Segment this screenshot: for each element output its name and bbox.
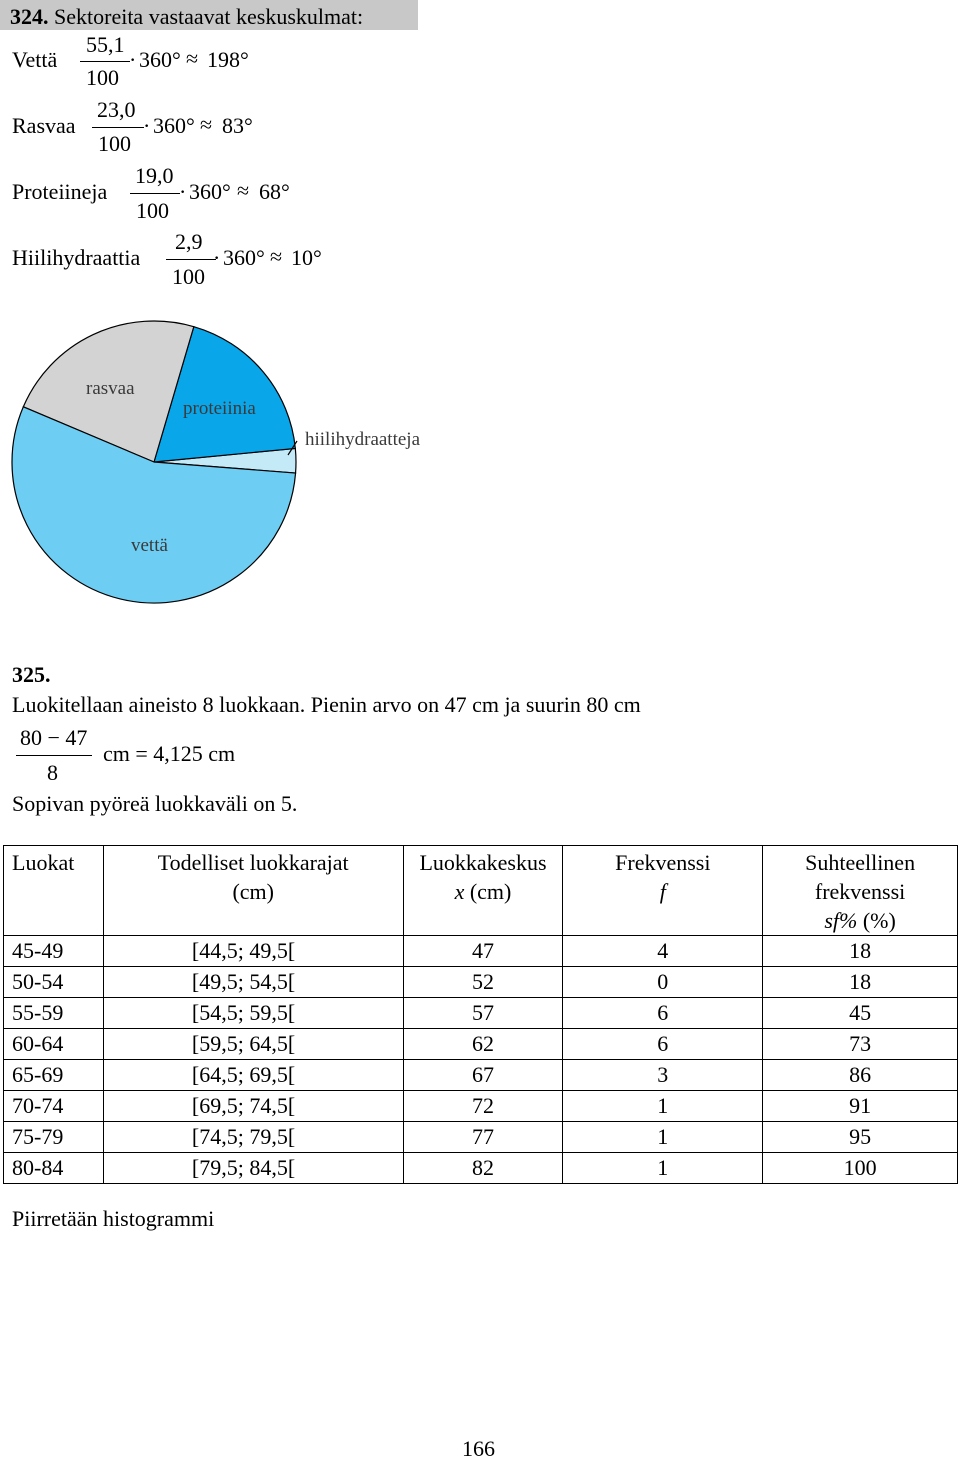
approx-sign: ≈ — [186, 46, 199, 71]
table-cell: 1 — [563, 1091, 763, 1122]
table-cell: 82 — [403, 1153, 563, 1184]
table-cell: 3 — [563, 1060, 763, 1091]
table-cell: 100 — [763, 1153, 958, 1184]
table-cell: 91 — [763, 1091, 958, 1122]
fraction-numerator: 55,1 — [86, 32, 125, 57]
table-cell: 95 — [763, 1122, 958, 1153]
angle-360: 360° — [139, 47, 181, 72]
exercise-title: Sektoreita vastaavat keskuskulmat: — [54, 4, 364, 29]
table-cell: 50-54 — [4, 967, 104, 998]
table-cell: 45 — [763, 998, 958, 1029]
approx-sign: ≈ — [270, 244, 283, 269]
table-cell: 4 — [563, 936, 763, 967]
table-cell: [69,5; 74,5[ — [103, 1091, 403, 1122]
table-cell: 52 — [403, 967, 563, 998]
pie-label-rasvaa: rasvaa — [86, 378, 135, 399]
fraction-numerator: 80 − 47 — [20, 725, 88, 750]
angle-360: 360° — [153, 113, 195, 138]
table-cell: 80-84 — [4, 1153, 104, 1184]
table-row — [4, 936, 958, 967]
table-cell: 65-69 — [4, 1060, 104, 1091]
fraction-numerator: 23,0 — [97, 97, 136, 122]
table-cell: 57 — [403, 998, 563, 1029]
fraction-bar — [16, 755, 92, 756]
exercise-325-line1: Luokitellaan aineisto 8 luokkaan. Pienin arvo on 47 cm ja suurin 80 cm — [12, 692, 641, 717]
table-cell: 1 — [563, 1153, 763, 1184]
exercise-number: 324. — [10, 4, 49, 29]
table-cell: 86 — [763, 1060, 958, 1091]
table-row — [4, 998, 958, 1029]
table-row — [4, 967, 958, 998]
table-row — [4, 1153, 958, 1184]
fraction-denominator: 8 — [47, 760, 58, 785]
table-cell: 6 — [563, 998, 763, 1029]
pie-chart — [0, 300, 960, 620]
fraction-bar — [80, 61, 130, 62]
row-name: Proteiineja — [12, 179, 108, 204]
multiply-dot: · — [213, 245, 221, 270]
column-header: Luokkakeskus x (cm) — [403, 846, 563, 936]
row-name: Rasvaa — [12, 113, 76, 138]
row-name: Vettä — [12, 47, 58, 72]
column-header: Todelliset luokkarajat (cm) — [103, 846, 403, 936]
angle-result: 10° — [291, 245, 322, 270]
row-name: Hiilihydraattia — [12, 245, 141, 270]
table-cell: 55-59 — [4, 998, 104, 1029]
frequency-table — [3, 845, 958, 1184]
table-cell: 70-74 — [4, 1091, 104, 1122]
table-row — [4, 1122, 958, 1153]
pie-label-proteiinia: proteiinia — [183, 398, 256, 419]
multiply-dot: · — [179, 179, 187, 204]
fraction-numerator: 2,9 — [175, 229, 203, 254]
pie-label-hiilihydraatteja: hiilihydraatteja — [305, 429, 421, 450]
angle-result: 83° — [222, 113, 253, 138]
table-cell: [79,5; 84,5[ — [103, 1153, 403, 1184]
table-cell: [59,5; 64,5[ — [103, 1029, 403, 1060]
footer-text: Piirretään histogrammi — [12, 1206, 215, 1231]
table-cell: [54,5; 59,5[ — [103, 998, 403, 1029]
table-cell: 75-79 — [4, 1122, 104, 1153]
table-cell: 77 — [403, 1122, 563, 1153]
table-cell: 18 — [763, 936, 958, 967]
exercise-324-header — [0, 0, 418, 30]
column-header: Luokat — [4, 846, 104, 936]
multiply-dot: · — [129, 47, 137, 72]
angle-360: 360° — [223, 245, 265, 270]
exercise-325-line3: Sopivan pyöreä luokkaväli on 5. — [12, 791, 298, 816]
table-cell: [44,5; 49,5[ — [103, 936, 403, 967]
fraction-bar — [92, 127, 144, 128]
table-cell: [49,5; 54,5[ — [103, 967, 403, 998]
table-cell: 67 — [403, 1060, 563, 1091]
column-header: Frekvenssi f — [563, 846, 763, 936]
fraction-bar — [166, 259, 216, 260]
fraction-denominator: 100 — [136, 198, 169, 223]
table-cell: [74,5; 79,5[ — [103, 1122, 403, 1153]
angle-360: 360° — [189, 179, 231, 204]
page-number: 166 — [462, 1436, 495, 1461]
approx-sign: ≈ — [200, 112, 213, 137]
angle-result: 68° — [259, 179, 290, 204]
table-cell: 47 — [403, 936, 563, 967]
fraction-denominator: 100 — [172, 264, 205, 289]
table-row — [4, 1029, 958, 1060]
multiply-dot: · — [143, 113, 151, 138]
fraction-denominator: 100 — [98, 131, 131, 156]
approx-sign: ≈ — [237, 178, 250, 203]
fraction-bar — [130, 193, 180, 194]
angle-result: 198° — [207, 47, 249, 72]
table-header-row — [4, 846, 958, 936]
table-cell: 73 — [763, 1029, 958, 1060]
column-header: Suhteellinen frekvenssi sf% (%) — [763, 846, 958, 936]
table-row — [4, 1060, 958, 1091]
table-row — [4, 1091, 958, 1122]
table-cell: 6 — [563, 1029, 763, 1060]
table-cell: 18 — [763, 967, 958, 998]
fraction-result: cm = 4,125 cm — [103, 741, 236, 766]
fraction-numerator: 19,0 — [135, 163, 174, 188]
fraction-denominator: 100 — [86, 65, 119, 90]
table-cell: 72 — [403, 1091, 563, 1122]
table-cell: 1 — [563, 1122, 763, 1153]
table-cell: 0 — [563, 967, 763, 998]
table-cell: 45-49 — [4, 936, 104, 967]
pie-label-vetta: vettä — [131, 535, 168, 556]
table-cell: 60-64 — [4, 1029, 104, 1060]
table-cell: 62 — [403, 1029, 563, 1060]
table-cell: [64,5; 69,5[ — [103, 1060, 403, 1091]
exercise-325-number: 325. — [12, 662, 51, 687]
